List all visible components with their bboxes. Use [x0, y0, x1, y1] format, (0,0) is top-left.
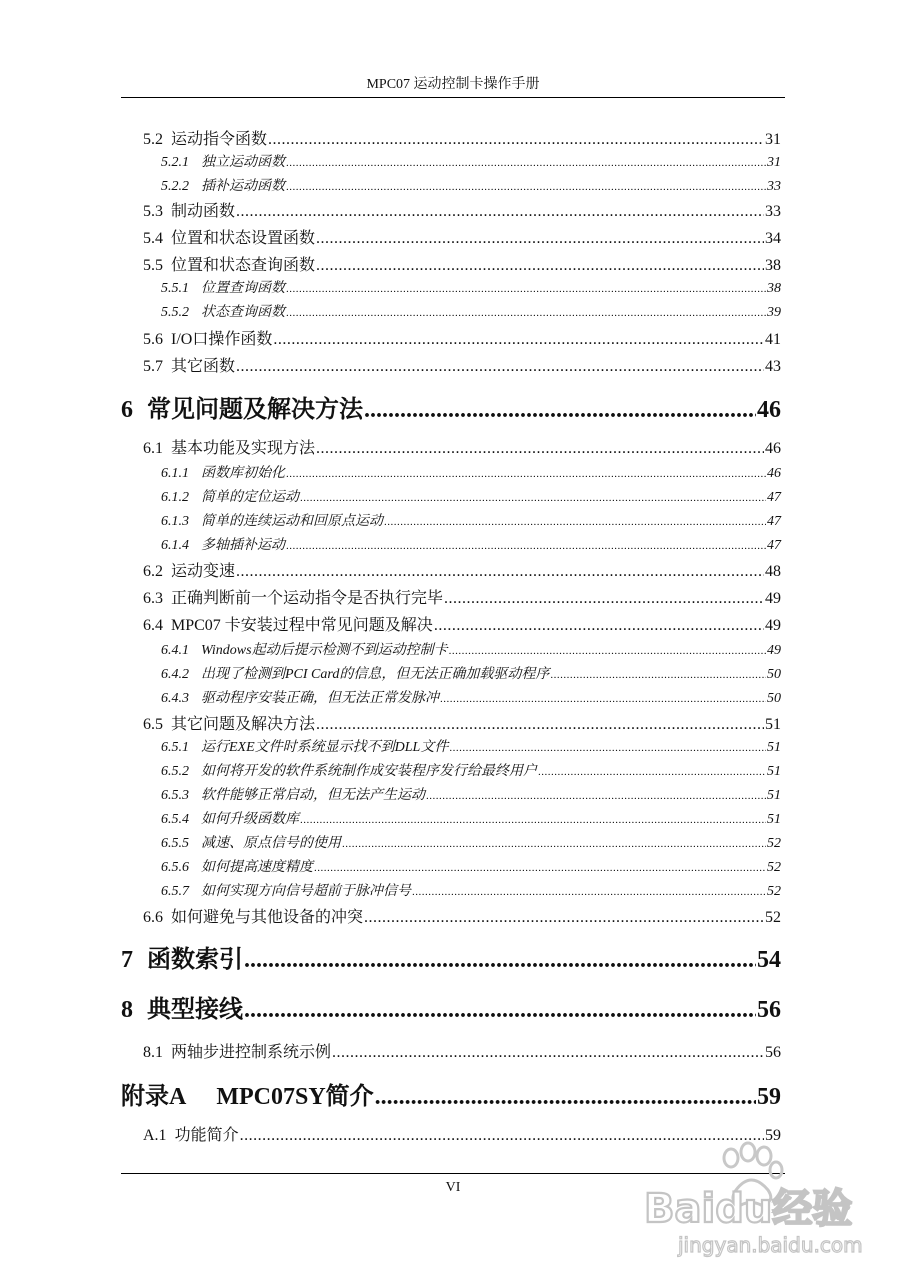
toc-entry-level3[interactable]: [161, 302, 781, 324]
toc-entry-number: 5.5.1: [161, 281, 189, 296]
toc-entry-number: A.1: [143, 1127, 167, 1144]
toc-dot-leader: [316, 437, 764, 461]
toc-entry-title: 软件能够正常启动，但无法产生运动: [201, 788, 425, 803]
toc-dot-leader: [332, 1041, 764, 1065]
toc-entry-title: 函数索引: [147, 947, 243, 973]
toc-entry-page: 52: [765, 909, 781, 926]
toc-entry-title: I/O口操作函数: [171, 331, 273, 348]
toc-entry-number: 5.2: [143, 131, 163, 148]
toc-entry-level2[interactable]: [143, 200, 781, 224]
toc-entry-number: 6.1.1: [161, 466, 189, 481]
toc-entry-number: 6.5.5: [161, 836, 189, 851]
toc-entry-number: 5.7: [143, 358, 163, 375]
toc-entry-title: 常见问题及解决方法: [147, 397, 363, 423]
toc-entry-level2[interactable]: [143, 560, 781, 584]
toc-dot-leader: [440, 688, 766, 710]
toc-entry-title: 典型接线: [147, 997, 243, 1023]
toc-entry-number: 5.5.2: [161, 305, 189, 320]
toc-entry-level2[interactable]: [143, 437, 781, 461]
toc-entry-number: 6.4: [143, 617, 163, 634]
toc-entry-level3[interactable]: [161, 833, 781, 855]
toc-dot-leader: [550, 664, 766, 686]
toc-entry-level3[interactable]: [161, 640, 781, 662]
toc-entry-level1[interactable]: [121, 992, 781, 1028]
toc-entry-title: 减速、原点信号的使用: [201, 836, 341, 851]
toc-dot-leader: [273, 328, 764, 352]
toc-entry-page: 49: [765, 617, 781, 634]
toc-entry-level3[interactable]: [161, 511, 781, 533]
toc-entry-page: 50: [767, 667, 781, 682]
toc-entry-number: 6.3: [143, 590, 163, 607]
toc-entry-number: 6: [121, 397, 133, 423]
footer-rule: [121, 1173, 785, 1174]
toc-entry-title: 功能简介: [174, 1127, 239, 1144]
toc-entry-level2[interactable]: [143, 587, 781, 611]
toc-entry-number: 6.4.1: [161, 643, 189, 658]
toc-entry-level3[interactable]: [161, 487, 781, 509]
toc-dot-leader: [236, 355, 764, 379]
toc-dot-leader: [449, 737, 766, 759]
toc-entry-title: 运动变速: [171, 563, 236, 580]
toc-entry-number: 5.6: [143, 331, 163, 348]
toc-entry-page: 31: [765, 131, 781, 148]
toc-entry-level2[interactable]: [143, 355, 781, 379]
toc-entry-page: 49: [765, 590, 781, 607]
toc-entry-level3[interactable]: [161, 737, 781, 759]
toc-entry-title: 基本功能及实现方法: [171, 440, 316, 457]
toc-entry-page: 50: [767, 691, 781, 706]
toc-entry-number: 8.1: [143, 1044, 163, 1061]
toc-dot-leader: [375, 1079, 756, 1115]
toc-entry-title: MPC07SY简介: [216, 1084, 374, 1110]
toc-dot-leader: [286, 302, 766, 324]
toc-dot-leader: [342, 833, 766, 855]
toc-entry-level3[interactable]: [161, 664, 781, 686]
watermark-url: jingyan.baidu.com: [678, 1233, 863, 1257]
toc-dot-leader: [412, 881, 766, 903]
toc-entry-number: 6.6: [143, 909, 163, 926]
toc-entry-title: 如何避免与其他设备的冲突: [171, 909, 364, 926]
running-header: MPC07 运动控制卡操作手册: [366, 77, 540, 92]
page-number: VI: [445, 1180, 461, 1195]
toc-entry-number: 6.1.4: [161, 538, 189, 553]
toc-entry-title: 函数库初始化: [201, 466, 285, 481]
toc-entry-number: 5.5: [143, 257, 163, 274]
toc-entry-level2[interactable]: [143, 713, 781, 737]
toc-entry-title: 位置和状态查询函数: [171, 257, 316, 274]
toc-dot-leader: [268, 128, 764, 152]
toc-entry-title: 简单的连续运动和回原点运动: [201, 514, 383, 529]
toc-entry-number: 5.4: [143, 230, 163, 247]
toc-entry-level3[interactable]: [161, 785, 781, 807]
toc-dot-leader: [538, 761, 766, 783]
toc-entry-page: 51: [767, 788, 781, 803]
toc-entry-title: Windows起动后提示检测不到运动控制卡: [201, 643, 448, 658]
toc-entry-level1[interactable]: [121, 392, 781, 428]
toc-entry-number: 6.5.1: [161, 740, 189, 755]
toc-dot-leader: [286, 535, 766, 557]
toc-dot-leader: [286, 463, 766, 485]
toc-entry-page: 41: [765, 331, 781, 348]
toc-entry-number: 6.1.3: [161, 514, 189, 529]
toc-entry-page: 59: [757, 1084, 781, 1110]
toc-entry-title: 运行EXE文件时系统显示找不到DLL文件: [201, 740, 449, 755]
toc-entry-number: 6.5.7: [161, 884, 189, 899]
toc-entry-title: 两轴步进控制系统示例: [171, 1044, 332, 1061]
toc-entry-title: 位置和状态设置函数: [171, 230, 316, 247]
toc-entry-number: 6.5.3: [161, 788, 189, 803]
toc-dot-leader: [449, 640, 766, 662]
toc-entry-page: 56: [757, 997, 781, 1023]
toc-entry-page: 47: [767, 538, 781, 553]
toc-entry-number: 7: [121, 947, 133, 973]
toc-entry-level3[interactable]: [161, 535, 781, 557]
toc-entry-title: 独立运动函数: [201, 155, 285, 170]
toc-entry-title: 驱动程序安装正确，但无法正常发脉冲: [201, 691, 439, 706]
toc-entry-level2[interactable]: [143, 614, 781, 638]
toc-entry-level2[interactable]: [143, 254, 781, 278]
toc-entry-page: 33: [765, 203, 781, 220]
toc-entry-title: 出现了检测到PCI Card的信息，但无法正确加载驱动程序: [201, 667, 550, 682]
toc-entry-page: 54: [757, 947, 781, 973]
toc-entry-page: 38: [767, 281, 781, 296]
toc-entry-title: 如何提高速度精度: [201, 860, 313, 875]
toc-dot-leader: [426, 785, 766, 807]
toc-dot-leader: [316, 227, 764, 251]
toc-entry-page: 31: [767, 155, 781, 170]
toc-entry-page: 48: [765, 563, 781, 580]
toc-entry-title: MPC07 卡安装过程中常见问题及解决: [171, 617, 433, 634]
toc-dot-leader: [316, 713, 764, 737]
toc-entry-level2[interactable]: [143, 1041, 781, 1065]
toc-entry-level3[interactable]: [161, 761, 781, 783]
toc-entry-number: 6.5: [143, 716, 163, 733]
toc-dot-leader: [240, 1124, 764, 1148]
toc-entry-page: 46: [765, 440, 781, 457]
toc-entry-page: 46: [767, 466, 781, 481]
toc-dot-leader: [314, 857, 766, 879]
toc-entry-page: 47: [767, 490, 781, 505]
toc-entry-title: 其它问题及解决方法: [171, 716, 316, 733]
toc-entry-title: 插补运动函数: [201, 179, 285, 194]
toc-entry-page: 33: [767, 179, 781, 194]
toc-entry-title: 如何将开发的软件系统制作成安装程序发行给最终用户: [201, 764, 537, 779]
toc-entry-level1[interactable]: [121, 942, 781, 978]
toc-entry-number: 8: [121, 997, 133, 1023]
toc-dot-leader: [300, 809, 766, 831]
toc-entry-page: 52: [767, 860, 781, 875]
toc-dot-leader: [364, 906, 764, 930]
toc-entry-title: 运动指令函数: [171, 131, 268, 148]
toc-entry-level2[interactable]: [143, 328, 781, 352]
toc-entry-page: 56: [765, 1044, 781, 1061]
toc-entry-number: 6.5.6: [161, 860, 189, 875]
toc-entry-page: 46: [757, 397, 781, 423]
toc-entry-title: 简单的定位运动: [201, 490, 299, 505]
toc-entry-title: 如何实现方向信号超前于脉冲信号: [201, 884, 411, 899]
toc-entry-title: 多轴插补运动: [201, 538, 285, 553]
toc-entry-page: 51: [765, 716, 781, 733]
toc-entry-number: 附录A: [121, 1084, 187, 1110]
toc-entry-level2[interactable]: [143, 227, 781, 251]
toc-entry-page: 52: [767, 884, 781, 899]
toc-entry-level3[interactable]: [161, 809, 781, 831]
toc-entry-level3[interactable]: [161, 278, 781, 300]
toc-dot-leader: [384, 511, 766, 533]
toc-entry-level2[interactable]: [143, 906, 781, 930]
toc-entry-level3[interactable]: [161, 688, 781, 710]
toc-entry-number: 6.4.3: [161, 691, 189, 706]
toc-entry-number: 6.5.4: [161, 812, 189, 827]
toc-entry-page: 38: [765, 257, 781, 274]
toc-dot-leader: [434, 614, 764, 638]
toc-entry-title: 正确判断前一个运动指令是否执行完毕: [171, 590, 444, 607]
toc-entry-title: 其它函数: [171, 358, 236, 375]
toc-entry-page: 39: [767, 305, 781, 320]
toc-dot-leader: [364, 392, 756, 428]
toc-entry-title: 制动函数: [171, 203, 236, 220]
toc-entry-number: 6.2: [143, 563, 163, 580]
toc-entry-page: 47: [767, 514, 781, 529]
toc-entry-page: 52: [767, 836, 781, 851]
toc-entry-level1[interactable]: [121, 1079, 781, 1115]
toc-entry-number: 5.3: [143, 203, 163, 220]
toc-dot-leader: [300, 487, 766, 509]
toc-entry-title: 状态查询函数: [201, 305, 285, 320]
toc-dot-leader: [286, 152, 766, 174]
toc-entry-level3[interactable]: [161, 463, 781, 485]
toc-entry-number: 6.5.2: [161, 764, 189, 779]
toc-entry-page: 59: [765, 1127, 781, 1144]
toc-entry-page: 34: [765, 230, 781, 247]
toc-dot-leader: [316, 254, 764, 278]
toc-entry-level3[interactable]: [161, 857, 781, 879]
toc-entry-title: 如何升级函数库: [201, 812, 299, 827]
toc-dot-leader: [286, 278, 766, 300]
toc-entry-page: 43: [765, 358, 781, 375]
toc-dot-leader: [236, 560, 764, 584]
toc-entry-page: 51: [767, 764, 781, 779]
toc-entry-number: 6.4.2: [161, 667, 189, 682]
toc-entry-level2[interactable]: [143, 128, 781, 152]
toc-entry-level2[interactable]: [143, 1124, 781, 1148]
toc-dot-leader: [244, 992, 756, 1028]
toc-entry-page: 51: [767, 740, 781, 755]
toc-entry-page: 49: [767, 643, 781, 658]
toc-entry-level3[interactable]: [161, 881, 781, 903]
toc-entry-number: 5.2.1: [161, 155, 189, 170]
toc-entry-number: 6.1.2: [161, 490, 189, 505]
toc-dot-leader: [444, 587, 764, 611]
toc-entry-level3[interactable]: [161, 152, 781, 174]
toc-entry-number: 6.1: [143, 440, 163, 457]
toc-dot-leader: [236, 200, 764, 224]
toc-dot-leader: [244, 942, 756, 978]
toc-dot-leader: [286, 176, 766, 198]
toc-entry-page: 51: [767, 812, 781, 827]
toc-entry-level3[interactable]: [161, 176, 781, 198]
toc-entry-title: 位置查询函数: [201, 281, 285, 296]
toc-entry-number: 5.2.2: [161, 179, 189, 194]
watermark-brand: Baidu经验: [644, 1186, 853, 1232]
